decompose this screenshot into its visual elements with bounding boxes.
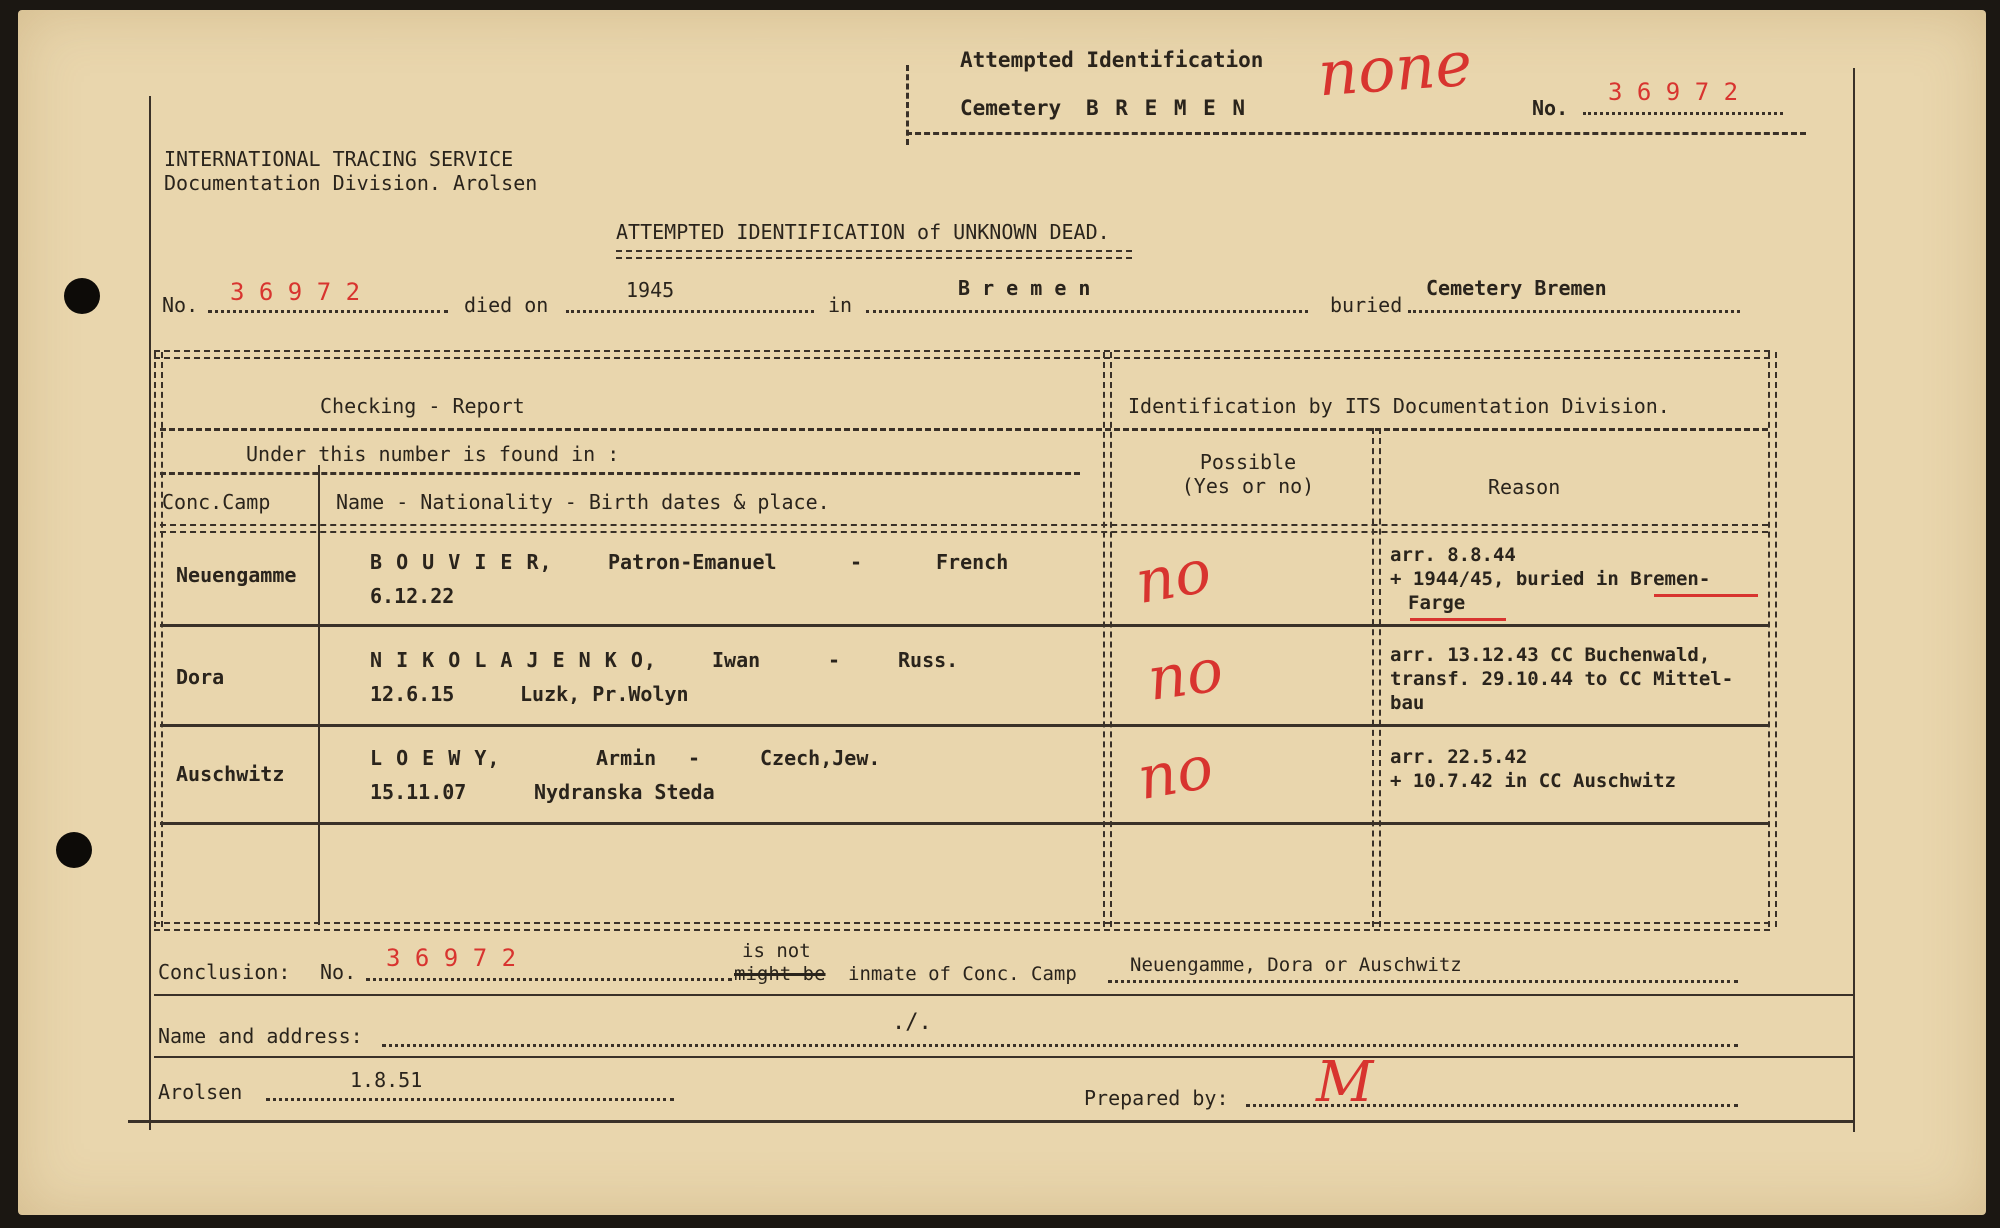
org-line-1: INTERNATIONAL TRACING SERVICE <box>164 147 514 171</box>
table-colheader-rule <box>160 524 1768 533</box>
record-no-dots <box>208 310 448 313</box>
row-1-red-underline-2 <box>1410 618 1506 621</box>
row-1-red-underline-1 <box>1654 594 1758 597</box>
record-in-value: B r e m e n <box>958 276 1091 300</box>
row-1-nationality: French <box>936 550 1009 574</box>
table-mid-divider <box>1103 352 1112 927</box>
record-buried-value: Cemetery Bremen <box>1426 276 1607 300</box>
record-buried-label: buried <box>1330 293 1403 317</box>
conclusion-no-label: No. <box>320 960 357 984</box>
row-3-possible: no <box>1132 732 1219 814</box>
record-died-label: died on <box>464 293 549 317</box>
row-1-reason-3: Farge <box>1408 592 1466 614</box>
row-3-reason-2: + 10.7.42 in CC Auschwitz <box>1390 770 1676 792</box>
record-in-label: in <box>828 293 853 317</box>
frame-left-line <box>149 96 151 1130</box>
name-address-value: ./. <box>892 1010 932 1035</box>
row-2-place: Luzk, Pr.Wolyn <box>520 682 689 706</box>
header-no-label: No. <box>1532 96 1569 120</box>
conclusion-camps-dots <box>1108 980 1738 983</box>
table-found-rule <box>160 472 1080 475</box>
table-col-possible: Possible (Yes or no) <box>1181 450 1315 498</box>
row-1-given: Patron-Emanuel <box>608 550 777 574</box>
footer-date-dots <box>266 1098 674 1101</box>
frame-right-line <box>1853 68 1855 1132</box>
conclusion-inmate-text: inmate of Conc. Camp <box>848 963 1077 985</box>
handwritten-note: none <box>1315 26 1475 111</box>
name-address-rule <box>154 1056 1854 1058</box>
record-buried-dots <box>1408 310 1740 313</box>
row-3-reason-1: arr. 22.5.42 <box>1390 746 1528 768</box>
name-address-dots <box>382 1044 1738 1047</box>
header-cemetery-label: Cemetery <box>960 96 1062 120</box>
table-reason-divider <box>1372 428 1381 927</box>
table-col-name: Name - Nationality - Birth dates & place. <box>336 490 830 514</box>
row-2-birth: 12.6.15 <box>370 682 455 706</box>
table-col-reason: Reason <box>1488 475 1561 499</box>
header-no-dots <box>1583 112 1783 115</box>
row-3-dash: - <box>688 746 701 770</box>
conclusion-label: Conclusion: <box>158 960 291 984</box>
row-separator-3 <box>160 822 1768 825</box>
table-top-border <box>154 350 1770 359</box>
conclusion-status-typed: is not <box>742 940 811 962</box>
row-2-nationality: Russ. <box>898 648 959 672</box>
row-1-birth: 6.12.22 <box>370 584 455 608</box>
row-1-surname: B O U V I E R, <box>370 550 553 574</box>
footer-prepared-signature: M <box>1316 1050 1374 1115</box>
row-separator-1 <box>160 624 1768 627</box>
row-2-dash: - <box>828 648 841 672</box>
row-1-dash: - <box>850 550 863 574</box>
document-card <box>18 10 1986 1215</box>
record-no-value: 3 6 9 7 2 <box>230 278 361 306</box>
row-3-nationality: Czech,Jew. <box>760 746 881 770</box>
table-col-camp: Conc.Camp <box>162 490 271 514</box>
table-left-border <box>154 352 163 927</box>
conclusion-status-struck: might be <box>734 963 826 985</box>
row-3-camp: Auschwitz <box>176 762 285 786</box>
row-2-reason-3: bau <box>1390 692 1425 714</box>
row-2-given: Iwan <box>712 648 761 672</box>
footer-place-label: Arolsen <box>158 1080 243 1104</box>
form-title: ATTEMPTED IDENTIFICATION of UNKNOWN DEAD. <box>616 220 1110 244</box>
table-left-header: Checking - Report <box>320 394 525 418</box>
conclusion-no-value: 3 6 9 7 2 <box>386 944 517 972</box>
header-cemetery-value: B R E M E N <box>1086 96 1248 120</box>
record-in-dots <box>866 310 1308 313</box>
table-bottom-border <box>154 922 1770 931</box>
row-separator-2 <box>160 724 1768 727</box>
table-right-border <box>1768 352 1777 927</box>
table-camp-divider <box>318 465 320 925</box>
header-box-bottom-edge <box>906 132 1806 135</box>
record-died-dots <box>566 310 814 313</box>
row-3-place: Nydranska Steda <box>534 780 715 804</box>
row-2-surname: N I K O L A J E N K O, <box>370 648 657 672</box>
table-header-rule <box>160 428 1768 431</box>
row-3-given: Armin <box>596 746 657 770</box>
conclusion-no-dots <box>366 978 732 981</box>
record-no-label: No. <box>162 293 199 317</box>
header-title: Attempted Identification <box>960 48 1264 72</box>
row-2-possible: no <box>1143 635 1228 715</box>
row-2-reason-1: arr. 13.12.43 CC Buchenwald, <box>1390 644 1711 666</box>
punch-hole-bottom <box>56 832 92 868</box>
row-1-reason-1: arr. 8.8.44 <box>1390 544 1516 566</box>
footer-bottom-rule <box>128 1120 1854 1123</box>
row-1-camp: Neuengamme <box>176 563 297 587</box>
conclusion-camps: Neuengamme, Dora or Auschwitz <box>1130 954 1462 976</box>
table-found-in: Under this number is found in : <box>246 442 620 466</box>
header-no-value: 3 6 9 7 2 <box>1608 78 1739 106</box>
footer-date-value: 1.8.51 <box>350 1068 423 1092</box>
form-title-underline <box>616 250 1132 259</box>
record-died-value: 1945 <box>626 278 675 302</box>
org-line-2: Documentation Division. Arolsen <box>164 171 538 195</box>
punch-hole-top <box>64 278 100 314</box>
footer-prepared-label: Prepared by: <box>1084 1086 1229 1110</box>
conclusion-rule <box>154 994 1854 996</box>
row-2-camp: Dora <box>176 665 225 689</box>
name-address-label: Name and address: <box>158 1024 363 1048</box>
row-3-surname: L O E W Y, <box>370 746 501 770</box>
row-1-reason-2: + 1944/45, buried in Bremen- <box>1390 568 1711 590</box>
row-2-reason-2: transf. 29.10.44 to CC Mittel- <box>1390 668 1734 690</box>
row-3-birth: 15.11.07 <box>370 780 467 804</box>
table-right-header: Identification by ITS Documentation Division. <box>1128 394 1670 418</box>
row-1-possible: no <box>1130 536 1217 618</box>
